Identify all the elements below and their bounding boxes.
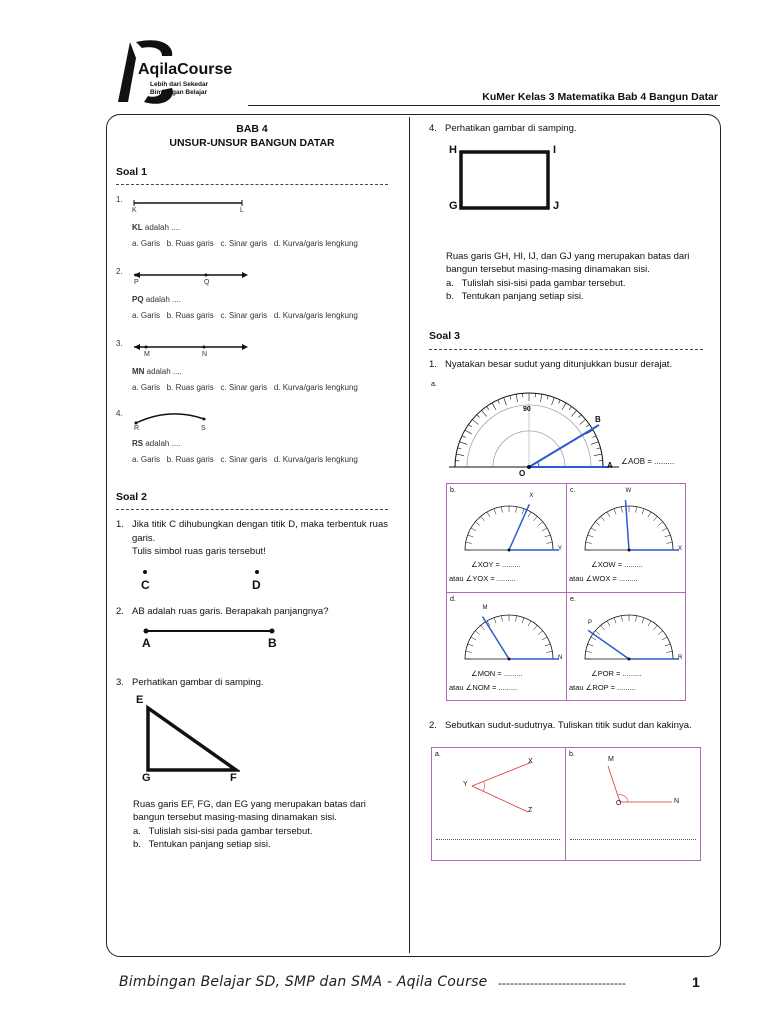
protractor-cell	[447, 593, 566, 701]
angle-answer-line-alt: atau ∠ROP = .........	[569, 683, 636, 692]
point-x-label: X	[528, 757, 533, 765]
answer-options: a. Garis b. Ruas garis c. Sinar garis d. Kurva/garis lengkung	[132, 239, 358, 248]
chapter-title: UNSUR-UNSUR BANGUN DATAR	[169, 137, 335, 149]
soal1-item-4	[116, 405, 388, 477]
point-y-label: Y	[463, 780, 468, 788]
vertex-j-label: J	[553, 199, 560, 212]
point-label: N	[202, 351, 208, 358]
point-a-label: A	[607, 461, 613, 470]
soal2-question-2: 2. AB adalah ruas garis. Berapakah panjangnya?	[116, 605, 329, 617]
soal2-question-1: 1. Jika titik C dihubungkan dengan titik D, maka terbentuk ruas garis. Tulis simbol ruas garis tersebut!	[116, 519, 388, 557]
angle-answer-line: ∠XOW = .........	[591, 560, 643, 569]
protractor-small	[573, 601, 683, 667]
protractor-cell	[447, 484, 566, 592]
question-text: MN adalah ....	[132, 367, 182, 376]
point-label: L	[240, 207, 244, 214]
soal2-question-4: 4. Perhatikan gambar di samping.	[429, 123, 577, 134]
chapter-number: BAB 4	[236, 123, 268, 135]
column-divider	[409, 117, 410, 953]
figure-label: a.	[431, 381, 437, 388]
soal2-q3-description: Ruas garis EF, FG, dan EG yang merupakan batas dari bangun tersebut masing-masing dinamakan sisi. a. Tulislah sisi-sisi pada gambar tersebut. b. Tentukan panjang setiap sisi.	[133, 798, 366, 850]
segment-ab	[116, 618, 388, 656]
ray-end-label: W	[625, 488, 632, 495]
point-label: K	[132, 207, 137, 214]
answer-options: a. Garis b. Ruas garis c. Sinar garis d. Kurva/garis lengkung	[132, 383, 358, 392]
soal1-item-1	[116, 189, 388, 261]
line-pq	[130, 269, 250, 283]
point-z-label: Z	[528, 806, 533, 814]
vertex-g-label: G	[449, 199, 458, 212]
protractor-small	[453, 492, 563, 558]
header-title: KuMer Kelas 3 Matematika Bab 4 Bangun Datar	[482, 91, 718, 103]
answer-options: a. Garis b. Ruas garis c. Sinar garis d. Kurva/garis lengkung	[132, 455, 358, 464]
page-number: 1	[692, 974, 700, 990]
svg-text:90: 90	[523, 406, 531, 413]
base-end-label: R	[678, 655, 683, 661]
angle-figures	[431, 747, 701, 861]
point-label: R	[134, 425, 140, 432]
ray-end-label: X	[529, 492, 534, 499]
angle-answer-line: ∠MON = .........	[471, 669, 523, 678]
soal2-rule	[116, 509, 388, 510]
angle-answer-line-alt: atau ∠WOX = .........	[569, 574, 638, 583]
item-number: 4.	[116, 409, 123, 418]
vertex-g-label: G	[142, 771, 151, 784]
angle-aob-answer: ∠AOB = .........	[621, 457, 675, 466]
vertex-h-label: H	[449, 143, 457, 156]
aqila-course-logo	[114, 38, 244, 108]
header-rule	[248, 105, 720, 106]
point-m-label: M	[608, 755, 614, 763]
figure-label: c.	[570, 487, 576, 494]
soal3-question-2: 2. Sebutkan sudut-sudutnya. Tuliskan titik sudut dan kakinya.	[429, 720, 692, 731]
figure-label: b.	[450, 487, 456, 494]
answer-options: a. Garis b. Ruas garis c. Sinar garis d. Kurva/garis lengkung	[132, 311, 358, 320]
svg-text:AqilaCourse: AqilaCourse	[138, 61, 233, 78]
svg-text:Lebih dari Sekedar: Lebih dari Sekedar	[150, 81, 209, 88]
figure-label: b.	[569, 750, 575, 758]
footer-dashes: --------------------------------	[498, 976, 626, 990]
footer-text: Bimbingan Belajar SD, SMP dan SMA - Aqila Course	[119, 974, 488, 990]
vertex-i-label: I	[553, 143, 557, 156]
points-c-d	[116, 559, 388, 597]
triangle-efg	[116, 690, 388, 784]
point-o-label: O	[519, 469, 526, 478]
protractor-a-figure	[429, 377, 703, 481]
rectangle-ghij	[429, 136, 703, 232]
point-b-label: B	[595, 415, 601, 424]
soal3-heading: Soal 3	[429, 329, 460, 342]
curve-rs	[130, 407, 220, 427]
base-end-label: N	[558, 655, 563, 661]
soal2-heading: Soal 2	[116, 491, 147, 503]
protractor-cell	[567, 593, 686, 701]
soal2-question-3: 3. Perhatikan gambar di samping.	[116, 677, 264, 688]
svg-text:Bimbingan Belajar: Bimbingan Belajar	[150, 89, 208, 96]
left-column	[116, 122, 388, 852]
protractor-a	[449, 383, 619, 477]
item-number: 3.	[116, 339, 123, 348]
angle-answer-line-alt: atau ∠NOM = .........	[449, 683, 518, 692]
figure-label: a.	[435, 750, 441, 758]
soal1-rule	[116, 184, 388, 185]
question-text: KL adalah ....	[132, 223, 181, 232]
soal1-item-3	[116, 333, 388, 405]
figure-label: e.	[570, 596, 576, 603]
soal2-q4-description: Ruas garis GH, HI, IJ, dan GJ yang merupakan batas dari bangun tersebut masing-masing dinamakan sisi. a. Tulislah sisi-sisi pada gambar tersebut. b. Tentukan panjang setiap sisi.	[446, 250, 690, 302]
soal1-item-2	[116, 261, 388, 333]
soal1-heading: Soal 1	[116, 166, 147, 178]
right-column	[429, 122, 703, 861]
angle-answer-line-alt: atau ∠YOX = .........	[449, 574, 516, 583]
vertex-f-label: F	[230, 771, 237, 784]
point-label: S	[201, 425, 206, 432]
point-d-label: D	[252, 577, 261, 592]
protractor-grid	[446, 483, 686, 701]
ray-end-label: M	[482, 605, 488, 612]
point-label: M	[144, 351, 150, 358]
point-n-label: N	[674, 797, 680, 805]
soal3-rule	[429, 349, 703, 350]
question-text: PQ adalah ....	[132, 295, 181, 304]
angle-mon	[602, 762, 682, 812]
angle-answer-line: ∠POR = .........	[591, 669, 642, 678]
point-label: Q	[204, 279, 210, 286]
item-number: 1.	[116, 195, 123, 204]
vertex-e-label: E	[136, 693, 144, 706]
soal3-question-1: 1. Nyatakan besar sudut yang ditunjukkan busur derajat.	[429, 358, 673, 370]
base-end-label: X	[678, 546, 683, 552]
question-text: RS adalah ....	[132, 439, 181, 448]
base-end-label: Y	[558, 546, 563, 552]
figure-label: d.	[450, 596, 456, 603]
point-a-label: A	[142, 636, 151, 650]
point-label: P	[134, 279, 139, 286]
line-segment-kl	[130, 197, 250, 211]
point-o-label: O	[616, 799, 622, 807]
point-c-label: C	[141, 577, 150, 592]
item-number: 2.	[116, 267, 123, 276]
point-b-label: B	[268, 636, 277, 650]
protractor-cell	[567, 484, 686, 592]
angle-answer-line: ∠XOY = .........	[471, 560, 521, 569]
ray-end-label: P	[588, 620, 593, 627]
protractor-small	[573, 492, 683, 558]
protractor-small	[453, 601, 563, 667]
